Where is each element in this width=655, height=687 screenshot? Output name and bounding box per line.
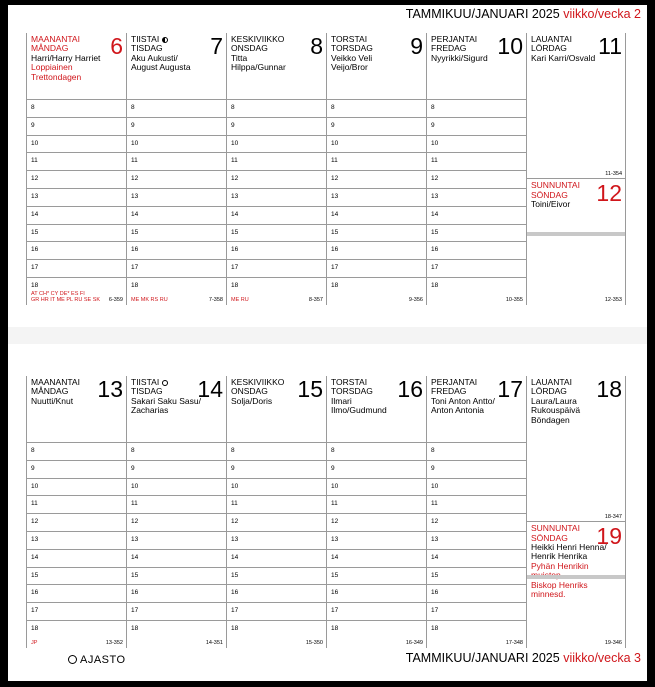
hour-slot[interactable]: 15 [227, 224, 326, 242]
day-footer [431, 289, 523, 303]
hour-slot[interactable]: 12 [427, 170, 526, 188]
hour-slot[interactable]: 14 [27, 549, 126, 567]
hour-slot[interactable]: 12 [227, 170, 326, 188]
day-name-sv: SÖNDAG [531, 189, 568, 200]
hour-slot[interactable]: 13 [27, 188, 126, 206]
country-code-line: JP [31, 639, 38, 646]
day-header [327, 376, 426, 442]
name-day: Laura/Laura Rukouspäivä Böndagen [531, 395, 581, 425]
hour-slot[interactable]: 12 [127, 170, 226, 188]
hour-slot[interactable]: 13 [427, 531, 526, 549]
hour-slot[interactable]: 10 [127, 478, 226, 496]
day-name-sv: LÖRDAG [531, 386, 567, 397]
name-day: Kari Karri/Osvald [531, 52, 596, 63]
holiday-name: Loppiainen [31, 62, 73, 73]
hour-slot[interactable]: 11 [427, 495, 526, 513]
day-header [427, 33, 526, 99]
hour-slot[interactable]: 11 [127, 152, 226, 170]
day-name-sv: MÅNDAG [31, 386, 69, 397]
day-column [226, 33, 326, 305]
day-name-fi: LAUANTAI [531, 377, 572, 387]
holiday-name: Pyhän Henrikin muistop. [531, 560, 589, 581]
name-day: Veikko Veli Veijo/Bror [331, 52, 373, 73]
day-column [326, 33, 426, 305]
day-number: 8 [310, 33, 323, 59]
brand-name: AJASTO [80, 654, 126, 666]
hour-slot[interactable]: 17 [27, 259, 126, 277]
hour-slot[interactable]: 15 [427, 567, 526, 585]
sunday-lines [527, 232, 625, 236]
hour-slot[interactable]: 14 [227, 206, 326, 224]
hour-slot[interactable]: 9 [327, 117, 426, 135]
day-name-fi: TIISTAI [131, 34, 160, 44]
country-code-line: AT CH* CY DE* ES FI [31, 290, 85, 297]
hour-slot[interactable]: 16 [227, 241, 326, 259]
country-codes [131, 297, 168, 303]
hour-slot[interactable]: 13 [427, 188, 526, 206]
hour-slot[interactable]: 8 [127, 442, 226, 460]
sunday-header [527, 521, 625, 599]
country-codes [31, 291, 100, 303]
hour-slot[interactable]: 8 [27, 442, 126, 460]
hour-slot[interactable]: 10 [427, 135, 526, 153]
day-name-fi: SUNNUNTAI [531, 523, 580, 534]
week-label: viikko/vecka 3 [563, 651, 641, 665]
day-number: 11 [598, 33, 622, 59]
saturday-day-count: 18-347 [604, 514, 622, 521]
hour-slot[interactable]: 12 [327, 513, 426, 531]
hour-slot[interactable]: 18 [327, 620, 426, 638]
hour-slot[interactable]: 15 [227, 567, 326, 585]
day-footer [231, 632, 323, 646]
hour-slot[interactable]: 15 [27, 567, 126, 585]
hour-slot[interactable]: 10 [27, 135, 126, 153]
hour-slot[interactable]: 16 [427, 584, 526, 602]
day-column [426, 33, 526, 305]
hour-slot[interactable]: 17 [427, 259, 526, 277]
hour-slot[interactable]: 15 [327, 567, 426, 585]
day-name-fi: PERJANTAI [431, 377, 478, 387]
day-name-fi: LAUANTAI [531, 34, 572, 44]
hour-slot[interactable]: 9 [427, 460, 526, 478]
saturday-day-count: 11-354 [605, 171, 622, 178]
day-count: 10-355 [505, 296, 523, 303]
hour-slot[interactable]: 9 [127, 460, 226, 478]
hour-slot[interactable]: 11 [227, 495, 326, 513]
hour-slot[interactable]: 9 [427, 117, 526, 135]
hour-slot[interactable]: 18 [127, 277, 226, 295]
hour-slot[interactable]: 18 [427, 277, 526, 295]
hour-slot[interactable]: 14 [27, 206, 126, 224]
day-footer [31, 289, 123, 303]
note-line[interactable] [527, 235, 625, 236]
hour-slot[interactable]: 8 [27, 99, 126, 117]
month-title: TAMMIKUU/JANUARI 2025 [405, 7, 560, 21]
country-code-line: ME RU [231, 296, 249, 303]
day-name-sv: ONSDAG [231, 43, 268, 54]
hour-slot[interactable]: 9 [27, 117, 126, 135]
hour-slot[interactable]: 10 [327, 478, 426, 496]
note-line[interactable] [527, 578, 625, 579]
moon-phase-icon [162, 380, 168, 386]
hour-slot[interactable]: 18 [27, 620, 126, 638]
hour-slot[interactable]: 12 [127, 513, 226, 531]
week-3-grid [26, 376, 626, 648]
day-footer [331, 632, 423, 646]
day-name-fi: PERJANTAI [431, 34, 478, 44]
hour-slot[interactable]: 12 [227, 513, 326, 531]
day-column [226, 376, 326, 648]
hour-slot[interactable]: 8 [227, 99, 326, 117]
hour-slot[interactable]: 16 [327, 241, 426, 259]
sunday-header [527, 178, 625, 209]
name-day: Toini/Eivor [531, 199, 571, 209]
hour-slot[interactable]: 10 [227, 478, 326, 496]
hour-slot[interactable]: 17 [127, 602, 226, 620]
hour-slot[interactable]: 17 [27, 602, 126, 620]
day-count: 8-357 [308, 296, 323, 303]
hour-slot[interactable]: 18 [27, 277, 126, 295]
weekend-column [526, 376, 626, 648]
hour-slot[interactable]: 11 [327, 152, 426, 170]
week-3-page [8, 344, 647, 681]
weekend-column [526, 33, 626, 305]
hour-slot[interactable]: 14 [127, 549, 226, 567]
hour-slot[interactable]: 17 [227, 602, 326, 620]
hour-slot[interactable]: 11 [27, 152, 126, 170]
day-name-fi: KESKIVIIKKO [231, 377, 285, 387]
name-day: Heikki Henri Henna/ Henrik Henrika [531, 542, 607, 562]
hour-slot[interactable]: 17 [427, 602, 526, 620]
hour-slot[interactable]: 10 [427, 478, 526, 496]
day-column [126, 33, 226, 305]
day-header [127, 376, 226, 442]
day-name-sv: TISDAG [131, 43, 163, 54]
week-2-page [8, 5, 647, 327]
day-name-fi: MAANANTAI [31, 34, 80, 44]
hour-slot[interactable]: 15 [127, 567, 226, 585]
hour-slot[interactable]: 13 [227, 188, 326, 206]
day-name-fi: TIISTAI [131, 377, 160, 387]
day-column [326, 376, 426, 648]
day-count: 14-351 [205, 639, 223, 646]
hour-slot[interactable]: 14 [427, 206, 526, 224]
day-count: 17-348 [505, 639, 523, 646]
day-count: 6-359 [108, 296, 123, 303]
hour-slot[interactable]: 13 [127, 531, 226, 549]
day-name-sv: LÖRDAG [531, 43, 567, 54]
day-name-fi: TORSTAI [331, 377, 368, 387]
holiday-name: Trettondagen [31, 71, 82, 82]
hour-slot[interactable]: 18 [227, 620, 326, 638]
day-header [227, 33, 326, 99]
hour-slot[interactable]: 11 [227, 152, 326, 170]
day-count: 13-352 [105, 639, 123, 646]
day-footer [331, 289, 423, 303]
day-name-fi: KESKIVIIKKO [231, 34, 285, 44]
day-number: 13 [97, 376, 123, 402]
day-name-sv: TISDAG [131, 386, 163, 397]
day-name-sv: SÖNDAG [531, 532, 568, 543]
day-number: 19 [596, 523, 622, 550]
saturday-header [527, 376, 625, 442]
hour-slot[interactable]: 10 [127, 135, 226, 153]
week-label: viikko/vecka 2 [563, 7, 641, 21]
day-count: 16-349 [405, 639, 423, 646]
hour-slot[interactable]: 9 [227, 117, 326, 135]
hour-slot[interactable]: 16 [127, 584, 226, 602]
day-footer [431, 632, 523, 646]
hour-slot[interactable]: 12 [27, 513, 126, 531]
day-name-fi: TORSTAI [331, 34, 368, 44]
month-title: TAMMIKUU/JANUARI 2025 [405, 651, 560, 665]
day-column [426, 376, 526, 648]
hour-slot[interactable]: 18 [127, 620, 226, 638]
country-codes [231, 297, 249, 303]
hour-slot[interactable]: 14 [327, 549, 426, 567]
day-column [26, 33, 126, 305]
hour-slot[interactable]: 11 [327, 495, 426, 513]
day-column [26, 376, 126, 648]
hour-slot[interactable]: 11 [427, 152, 526, 170]
hour-slot[interactable]: 16 [427, 241, 526, 259]
day-header [427, 376, 526, 442]
hour-slot[interactable]: 15 [427, 224, 526, 242]
day-number: 9 [410, 33, 423, 59]
moon-phase-icon [162, 37, 168, 43]
hour-slot[interactable]: 9 [127, 117, 226, 135]
hour-slot[interactable]: 13 [227, 531, 326, 549]
ajasto-logo-icon [68, 655, 77, 664]
day-header [227, 376, 326, 442]
hour-slot[interactable]: 13 [327, 188, 426, 206]
hour-slot[interactable]: 9 [327, 460, 426, 478]
hour-slot[interactable]: 17 [327, 602, 426, 620]
hour-slot[interactable]: 8 [227, 442, 326, 460]
hour-slot[interactable]: 12 [27, 170, 126, 188]
hour-slot[interactable]: 18 [427, 620, 526, 638]
page-fold [8, 327, 647, 344]
day-number: 10 [497, 33, 523, 59]
hour-slot[interactable]: 14 [327, 206, 426, 224]
day-footer [131, 632, 223, 646]
sunday-day-count: 19-346 [604, 640, 622, 646]
hour-slot[interactable]: 14 [227, 549, 326, 567]
week-3-header [406, 651, 641, 665]
hour-slot[interactable]: 8 [127, 99, 226, 117]
day-number: 7 [210, 33, 223, 59]
day-header [327, 33, 426, 99]
day-name-fi: MAANANTAI [31, 377, 80, 387]
hour-slot[interactable]: 11 [27, 495, 126, 513]
hour-slot[interactable]: 17 [127, 259, 226, 277]
hour-slot[interactable]: 16 [127, 241, 226, 259]
day-name-sv: FREDAG [431, 43, 467, 54]
name-day: Ilmari Ilmo/Gudmund [331, 395, 387, 416]
day-number: 18 [596, 376, 622, 402]
hour-slot[interactable]: 15 [27, 224, 126, 242]
day-count: 15-350 [305, 639, 323, 646]
day-number: 14 [197, 376, 223, 402]
day-footer [31, 632, 123, 646]
day-number: 15 [297, 376, 323, 402]
hour-slot[interactable]: 8 [327, 442, 426, 460]
hour-slot[interactable]: 14 [127, 206, 226, 224]
day-name-sv: FREDAG [431, 386, 467, 397]
day-header [127, 33, 226, 99]
day-number: 6 [110, 33, 123, 59]
day-number: 12 [596, 180, 622, 207]
hour-slot[interactable]: 13 [127, 188, 226, 206]
hour-slot[interactable]: 18 [327, 277, 426, 295]
hour-slot[interactable]: 15 [327, 224, 426, 242]
hour-slot[interactable]: 13 [327, 531, 426, 549]
day-footer [131, 289, 223, 303]
day-number: 16 [397, 376, 423, 402]
hour-slot[interactable]: 16 [227, 584, 326, 602]
day-name-sv: TORSDAG [331, 386, 373, 397]
hour-slot[interactable]: 16 [327, 584, 426, 602]
day-count: 9-356 [408, 296, 423, 303]
country-code-line: ME MK RS RU [131, 296, 168, 303]
hour-slot[interactable]: 8 [427, 99, 526, 117]
hour-slot[interactable]: 11 [127, 495, 226, 513]
day-footer [231, 289, 323, 303]
day-number: 17 [497, 376, 523, 402]
hour-slot[interactable]: 16 [27, 241, 126, 259]
hour-slot[interactable]: 16 [27, 584, 126, 602]
hour-slot[interactable]: 10 [227, 135, 326, 153]
hour-slot[interactable]: 18 [227, 277, 326, 295]
hour-slot[interactable]: 9 [27, 460, 126, 478]
day-count: 7-358 [208, 296, 223, 303]
hour-slot[interactable]: 12 [427, 513, 526, 531]
week-2-header [406, 7, 641, 21]
country-code-line: GR HR IT ME PL RU SE SK [31, 296, 101, 303]
hour-slot[interactable]: 12 [327, 170, 426, 188]
hour-slot[interactable]: 8 [427, 442, 526, 460]
hour-slot[interactable]: 14 [427, 549, 526, 567]
week-2-grid [26, 33, 626, 305]
name-day: Sakari Saku Sasu/ Zacharias [131, 395, 201, 416]
hour-slot[interactable]: 17 [227, 259, 326, 277]
hour-slot[interactable]: 13 [27, 531, 126, 549]
day-name-sv: MÅNDAG [31, 43, 69, 54]
name-day: Titta Hilppa/Gunnar [231, 52, 286, 73]
name-day: Solja/Doris [231, 395, 273, 406]
name-day: Nuutti/Knut [31, 395, 74, 406]
day-header [27, 376, 126, 442]
day-column [126, 376, 226, 648]
hour-slot[interactable]: 15 [127, 224, 226, 242]
sunday-day-count: 12-353 [604, 297, 622, 303]
country-codes [31, 640, 37, 646]
hour-slot[interactable]: 10 [27, 478, 126, 496]
name-day: Harri/Harry Harriet [31, 52, 101, 63]
day-name-sv: ONSDAG [231, 386, 268, 397]
brand-logo [68, 654, 126, 666]
day-header [27, 33, 126, 99]
name-day: Nyyrikki/Sigurd [431, 52, 488, 63]
name-day: Aku Aukusti/ August Augusta [131, 52, 191, 73]
holiday-name: Biskop Henriks minnesd. [531, 579, 588, 600]
name-day: Toni Anton Antto/ Anton Antonia [431, 395, 495, 416]
day-name-sv: TORSDAG [331, 43, 373, 54]
sunday-lines [527, 575, 625, 579]
hour-slot[interactable]: 10 [327, 135, 426, 153]
day-name-fi: SUNNUNTAI [531, 180, 580, 191]
hour-slot[interactable]: 8 [327, 99, 426, 117]
hour-slot[interactable]: 9 [227, 460, 326, 478]
hour-slot[interactable]: 17 [327, 259, 426, 277]
saturday-header [527, 33, 625, 99]
